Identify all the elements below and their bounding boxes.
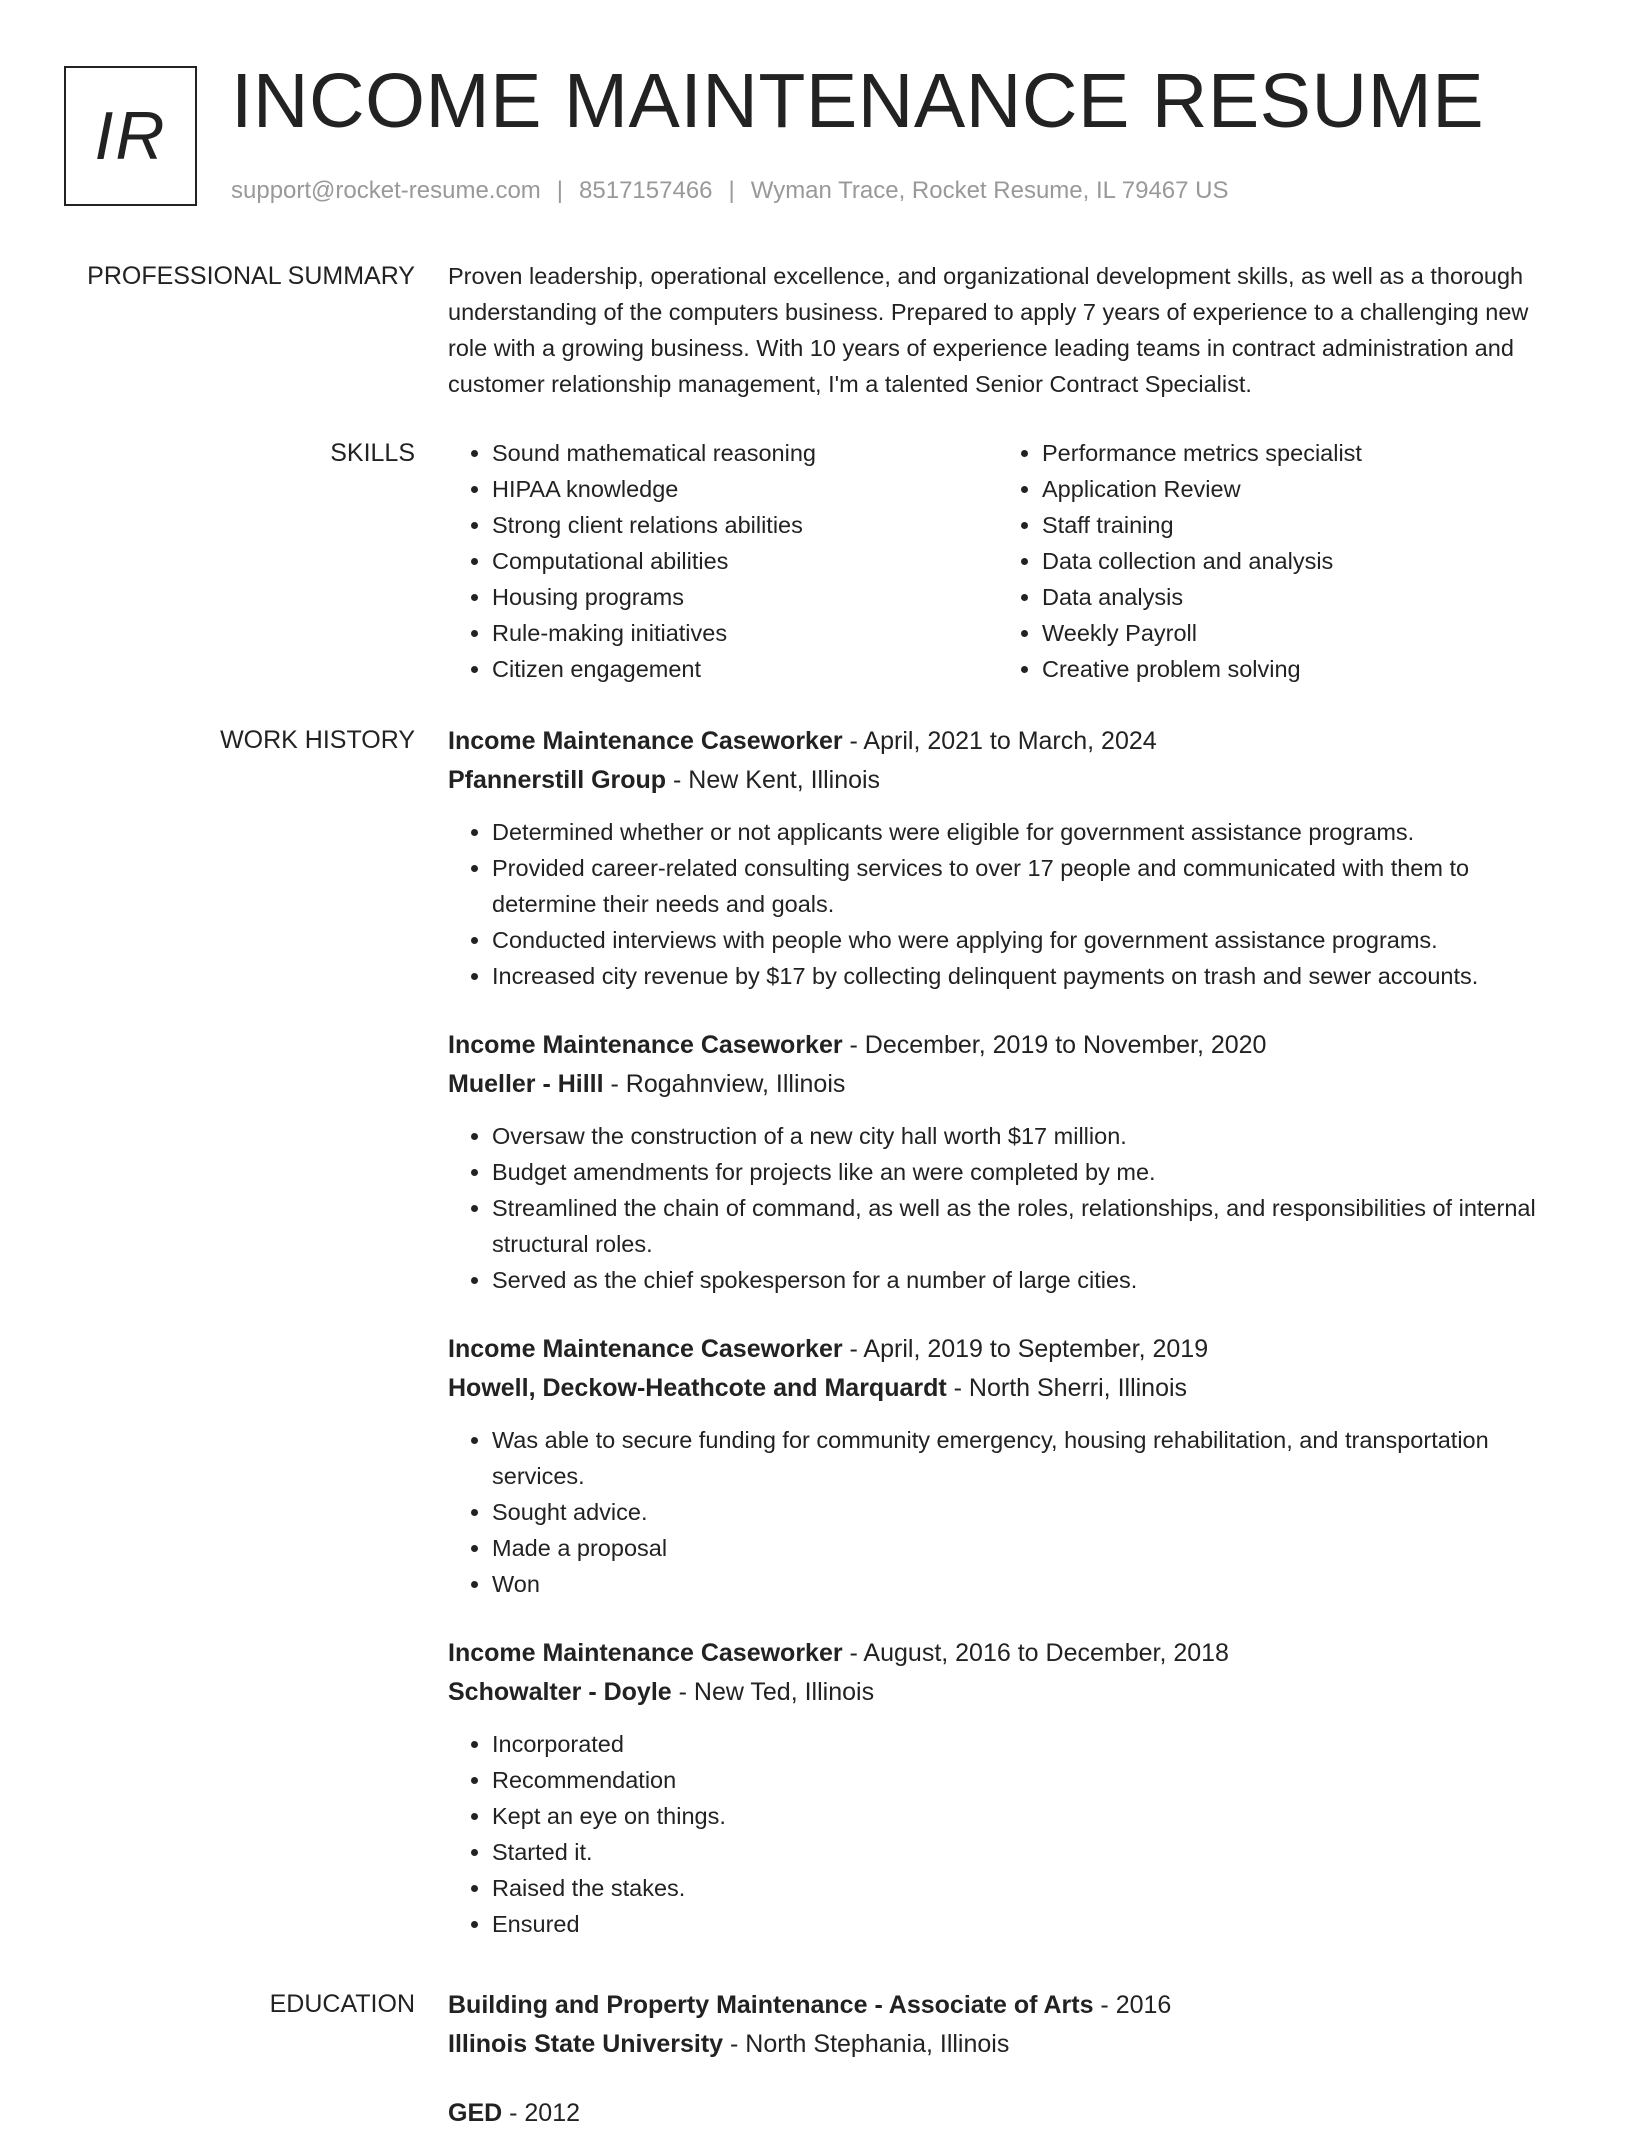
job-dates: - April, 2021 to March, 2024 (842, 727, 1157, 755)
skill-item: • Rule-making initiatives (492, 615, 998, 651)
skill-item: • Computational abilities (492, 543, 998, 579)
job-title-line (448, 1634, 1558, 1673)
skill-item: • Data analysis (1042, 579, 1548, 615)
job-entry (448, 1330, 1558, 1602)
job-company: Pfannerstill Group (448, 766, 667, 794)
job-bullet: • Raised the stakes. (492, 1870, 1558, 1906)
job-company: Mueller - Hilll (448, 1070, 604, 1098)
monogram-initials: IR (94, 98, 167, 174)
skill-item: • Housing programs (492, 579, 998, 615)
job-location: - New Kent, Illinois (666, 766, 881, 794)
job-title: Income Maintenance Caseworker (448, 1639, 843, 1667)
job-bullet: • Streamlined the chain of command, as well as the roles, relationships, and responsibilities of internal structural roles. (492, 1190, 1558, 1262)
job-dates: - December, 2019 to November, 2020 (842, 1031, 1267, 1059)
education-entry (448, 1986, 1558, 2064)
job-location: - Rogahnview, Illinois (603, 1070, 846, 1098)
contact-email[interactable]: support@rocket-resume.com (231, 177, 541, 204)
contact-line (231, 175, 1229, 207)
job-bullets (448, 1726, 1558, 1942)
education-year: - 2016 (1093, 1991, 1172, 2019)
skill-item: • HIPAA knowledge (492, 471, 998, 507)
skills-list-left (448, 435, 998, 687)
education-degree: GED (448, 2099, 503, 2127)
job-bullet: • Made a proposal (492, 1530, 1558, 1566)
education-degree-line (448, 1986, 1558, 2025)
job-bullet: • Kept an eye on things. (492, 1798, 1558, 1834)
education-entry (448, 2094, 1558, 2133)
summary-heading: PROFESSIONAL SUMMARY (87, 262, 415, 290)
contact-phone[interactable]: 8517157466 (579, 177, 713, 204)
job-company-line (448, 1065, 1558, 1104)
skill-item: • Performance metrics specialist (1042, 435, 1548, 471)
education-degree: Building and Property Maintenance - Associate of Arts (448, 1991, 1094, 2019)
job-title-line (448, 722, 1558, 761)
job-bullet: • Determined whether or not applicants were eligible for government assistance programs. (492, 814, 1558, 850)
job-bullet: • Started it. (492, 1834, 1558, 1870)
job-title: Income Maintenance Caseworker (448, 727, 843, 755)
job-bullet: • Sought advice. (492, 1494, 1558, 1530)
skill-item: • Application Review (1042, 471, 1548, 507)
job-title: Income Maintenance Caseworker (448, 1031, 843, 1059)
skills-heading: SKILLS (330, 439, 415, 467)
summary-body (448, 258, 1558, 402)
education-school-line (448, 2025, 1558, 2064)
job-bullet: • Was able to secure funding for community emergency, housing rehabilitation, and transportation services. (492, 1422, 1558, 1494)
resume-title: INCOME MAINTENANCE RESUME (231, 58, 1485, 144)
work-history-body (448, 722, 1558, 1958)
job-bullet: • Ensured (492, 1906, 1558, 1942)
job-bullet: • Increased city revenue by $17 by collecting delinquent payments on trash and sewer accounts. (492, 958, 1558, 994)
job-entry (448, 722, 1558, 994)
job-bullets (448, 1422, 1558, 1602)
job-bullet: • Recommendation (492, 1762, 1558, 1798)
skills-column-right (998, 435, 1548, 687)
job-company: Schowalter - Doyle (448, 1678, 672, 1706)
skill-item: • Strong client relations abilities (492, 507, 998, 543)
education-body (448, 1986, 1558, 2149)
skill-item: • Weekly Payroll (1042, 615, 1548, 651)
job-company-line (448, 1673, 1558, 1712)
work-history-heading: WORK HISTORY (220, 726, 415, 754)
job-company: Howell, Deckow-Heathcote and Marquardt (448, 1374, 947, 1402)
skills-list-right (998, 435, 1548, 687)
contact-address: Wyman Trace, Rocket Resume, IL 79467 US (750, 177, 1229, 204)
job-bullets (448, 1118, 1558, 1298)
skill-item: • Data collection and analysis (1042, 543, 1548, 579)
job-location: - North Sherri, Illinois (946, 1374, 1188, 1402)
job-bullet: • Served as the chief spokesperson for a number of large cities. (492, 1262, 1558, 1298)
summary-text: Proven leadership, operational excellence, and organizational development skills, as well as a thorough understanding of the computers business. Prepared to apply 7 years of experience to a challenging new role with a growing business. With 10 years of experience leading teams in contract administration and customer relationship management, I'm a talented Senior Contract Specialist. (448, 263, 1529, 397)
job-bullet: • Incorporated (492, 1726, 1558, 1762)
education-degree-line (448, 2094, 1558, 2133)
job-bullet: • Conducted interviews with people who were applying for government assistance programs. (492, 922, 1558, 958)
skill-item: • Citizen engagement (492, 651, 998, 687)
skill-item: • Staff training (1042, 507, 1548, 543)
job-bullets (448, 814, 1558, 994)
job-entry (448, 1634, 1558, 1942)
education-year: - 2012 (502, 2099, 581, 2127)
job-dates: - August, 2016 to December, 2018 (842, 1639, 1229, 1667)
job-company-line (448, 1369, 1558, 1408)
job-dates: - April, 2019 to September, 2019 (842, 1335, 1209, 1363)
contact-separator: | (728, 177, 735, 204)
job-location: - New Ted, Illinois (671, 1678, 875, 1706)
skill-item: • Creative problem solving (1042, 651, 1548, 687)
job-title-line (448, 1026, 1558, 1065)
job-bullet: • Budget amendments for projects like an were completed by me. (492, 1154, 1558, 1190)
education-location: - North Stephania, Illinois (723, 2030, 1010, 2058)
skills-column-left (448, 435, 998, 687)
job-entry (448, 1026, 1558, 1298)
job-title-line (448, 1330, 1558, 1369)
job-bullet: • Provided career-related consulting services to over 17 people and communicated with them to determine their needs and goals. (492, 850, 1558, 922)
education-school: Illinois State University (448, 2030, 724, 2058)
skill-item: • Sound mathematical reasoning (492, 435, 998, 471)
job-title: Income Maintenance Caseworker (448, 1335, 843, 1363)
contact-separator: | (556, 177, 564, 204)
job-bullet: • Won (492, 1566, 1558, 1602)
monogram-box (64, 66, 197, 206)
education-heading: EDUCATION (269, 1990, 415, 2018)
skills-body (448, 435, 1558, 687)
job-bullet: • Oversaw the construction of a new city hall worth $17 million. (492, 1118, 1558, 1154)
job-company-line (448, 761, 1558, 800)
